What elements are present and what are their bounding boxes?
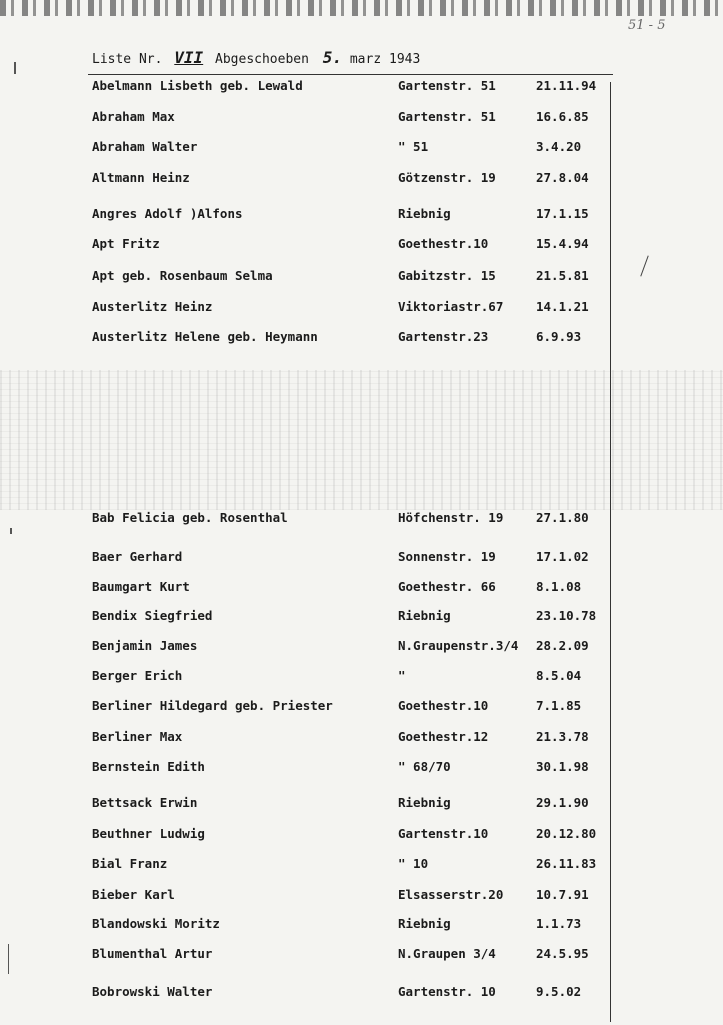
entry-date: 8.5.04 bbox=[536, 668, 582, 683]
entry-row bbox=[0, 946, 723, 966]
entry-date: 23.10.78 bbox=[536, 608, 597, 623]
entry-address: Goethestr. 66 bbox=[398, 579, 496, 594]
entry-row bbox=[0, 170, 723, 190]
entry-date: 28.2.09 bbox=[536, 638, 589, 653]
entry-row bbox=[0, 795, 723, 815]
entry-name: Berliner Max bbox=[92, 729, 183, 744]
entry-date: 21.5.81 bbox=[536, 268, 589, 283]
entry-date: 20.12.80 bbox=[536, 826, 597, 841]
entry-name: Apt geb. Rosenbaum Selma bbox=[92, 268, 273, 283]
entry-row bbox=[0, 887, 723, 907]
entry-address: Viktoriastr.67 bbox=[398, 299, 504, 314]
entry-address: Götzenstr. 19 bbox=[398, 170, 496, 185]
entry-address: Gartenstr. 51 bbox=[398, 78, 496, 93]
entry-date: 8.1.08 bbox=[536, 579, 582, 594]
entry-name: Bernstein Edith bbox=[92, 759, 205, 774]
entry-date: 9.5.02 bbox=[536, 984, 582, 999]
entry-date: 6.9.93 bbox=[536, 329, 582, 344]
entry-date: 21.11.94 bbox=[536, 78, 597, 93]
entry-date: 21.3.78 bbox=[536, 729, 589, 744]
entry-row bbox=[0, 236, 723, 256]
entry-address: Goethestr.10 bbox=[398, 698, 489, 713]
entry-row bbox=[0, 608, 723, 628]
entry-row bbox=[0, 206, 723, 226]
entry-address: N.Graupen 3/4 bbox=[398, 946, 496, 961]
entry-address: Gartenstr.10 bbox=[398, 826, 489, 841]
entry-address: " 51 bbox=[398, 139, 429, 154]
entry-address: Elsasserstr.20 bbox=[398, 887, 504, 902]
entry-address: Sonnenstr. 19 bbox=[398, 549, 496, 564]
entry-address: " 68/70 bbox=[398, 759, 451, 774]
entry-date: 15.4.94 bbox=[536, 236, 589, 251]
entry-name: Angres Adolf )Alfons bbox=[92, 206, 243, 221]
list-header bbox=[92, 48, 420, 67]
entry-row bbox=[0, 698, 723, 718]
entry-row bbox=[0, 78, 723, 98]
entry-date: 17.1.02 bbox=[536, 549, 589, 564]
entry-row bbox=[0, 638, 723, 658]
entry-date: 1.1.73 bbox=[536, 916, 582, 931]
entry-name: Bobrowski Walter bbox=[92, 984, 213, 999]
list-label: Liste Nr. bbox=[92, 52, 163, 67]
entry-name: Berger Erich bbox=[92, 668, 183, 683]
entry-row bbox=[0, 856, 723, 876]
faded-blank-area bbox=[0, 370, 723, 510]
entry-address: Riebnig bbox=[398, 608, 451, 623]
left-edge-mark bbox=[14, 62, 16, 74]
entry-row bbox=[0, 668, 723, 688]
entry-name: Beuthner Ludwig bbox=[92, 826, 205, 841]
entry-address: Riebnig bbox=[398, 206, 451, 221]
entry-date: 14.1.21 bbox=[536, 299, 589, 314]
entry-name: Bettsack Erwin bbox=[92, 795, 198, 810]
entry-row bbox=[0, 916, 723, 936]
entry-row bbox=[0, 139, 723, 159]
entry-address: Gartenstr.23 bbox=[398, 329, 489, 344]
entry-date: 27.1.80 bbox=[536, 510, 589, 525]
header-underline bbox=[88, 74, 613, 75]
entry-date: 3.4.20 bbox=[536, 139, 582, 154]
entry-row bbox=[0, 299, 723, 319]
entry-date: 7.1.85 bbox=[536, 698, 582, 713]
torn-top-edge bbox=[0, 0, 723, 16]
entry-name: Austerlitz Helene geb. Heymann bbox=[92, 329, 318, 344]
entry-name: Benjamin James bbox=[92, 638, 198, 653]
entry-address: Goethestr.12 bbox=[398, 729, 489, 744]
entry-address: Riebnig bbox=[398, 916, 451, 931]
entry-name: Altmann Heinz bbox=[92, 170, 190, 185]
entry-address: Gabitzstr. 15 bbox=[398, 268, 496, 283]
entry-row bbox=[0, 826, 723, 846]
entry-date: 27.8.04 bbox=[536, 170, 589, 185]
entry-name: Abraham Walter bbox=[92, 139, 198, 154]
entry-address: Gartenstr. 10 bbox=[398, 984, 496, 999]
header-day: 5. bbox=[322, 48, 343, 67]
entry-row bbox=[0, 729, 723, 749]
entry-date: 29.1.90 bbox=[536, 795, 589, 810]
entry-name: Bab Felicia geb. Rosenthal bbox=[92, 510, 288, 525]
entry-name: Apt Fritz bbox=[92, 236, 160, 251]
entry-row bbox=[0, 510, 723, 530]
entry-address: " 10 bbox=[398, 856, 429, 871]
corner-handwritten-note: 51 - 5 bbox=[628, 18, 666, 33]
entry-address: Gartenstr. 51 bbox=[398, 109, 496, 124]
entry-name: Bieber Karl bbox=[92, 887, 175, 902]
entry-date: 17.1.15 bbox=[536, 206, 589, 221]
entry-name: Berliner Hildegard geb. Priester bbox=[92, 698, 333, 713]
entry-address: Höfchenstr. 19 bbox=[398, 510, 504, 525]
entry-name: Bendix Siegfried bbox=[92, 608, 213, 623]
entry-row bbox=[0, 109, 723, 129]
entry-row bbox=[0, 549, 723, 569]
header-month-year: marz 1943 bbox=[349, 52, 421, 67]
entry-date: 24.5.95 bbox=[536, 946, 589, 961]
entry-name: Abraham Max bbox=[92, 109, 175, 124]
entry-name: Abelmann Lisbeth geb. Lewald bbox=[92, 78, 303, 93]
entry-name: Austerlitz Heinz bbox=[92, 299, 213, 314]
entry-address: Riebnig bbox=[398, 795, 451, 810]
entry-date: 10.7.91 bbox=[536, 887, 589, 902]
entry-address: N.Graupenstr.3/4 bbox=[398, 638, 519, 653]
entry-name: Blumenthal Artur bbox=[92, 946, 213, 961]
entry-address: Goethestr.10 bbox=[398, 236, 489, 251]
list-number: VII bbox=[174, 48, 204, 67]
entry-date: 30.1.98 bbox=[536, 759, 589, 774]
entry-name: Bial Franz bbox=[92, 856, 168, 871]
entry-row bbox=[0, 329, 723, 349]
entry-row bbox=[0, 268, 723, 288]
entry-row bbox=[0, 984, 723, 1004]
entry-row bbox=[0, 759, 723, 779]
entry-name: Baumgart Kurt bbox=[92, 579, 190, 594]
entry-row bbox=[0, 579, 723, 599]
entry-name: Blandowski Moritz bbox=[92, 916, 220, 931]
entry-name: Baer Gerhard bbox=[92, 549, 183, 564]
entry-date: 26.11.83 bbox=[536, 856, 597, 871]
header-text: Abgeschoeben bbox=[215, 52, 309, 67]
entry-address: " bbox=[398, 668, 406, 683]
entry-date: 16.6.85 bbox=[536, 109, 589, 124]
